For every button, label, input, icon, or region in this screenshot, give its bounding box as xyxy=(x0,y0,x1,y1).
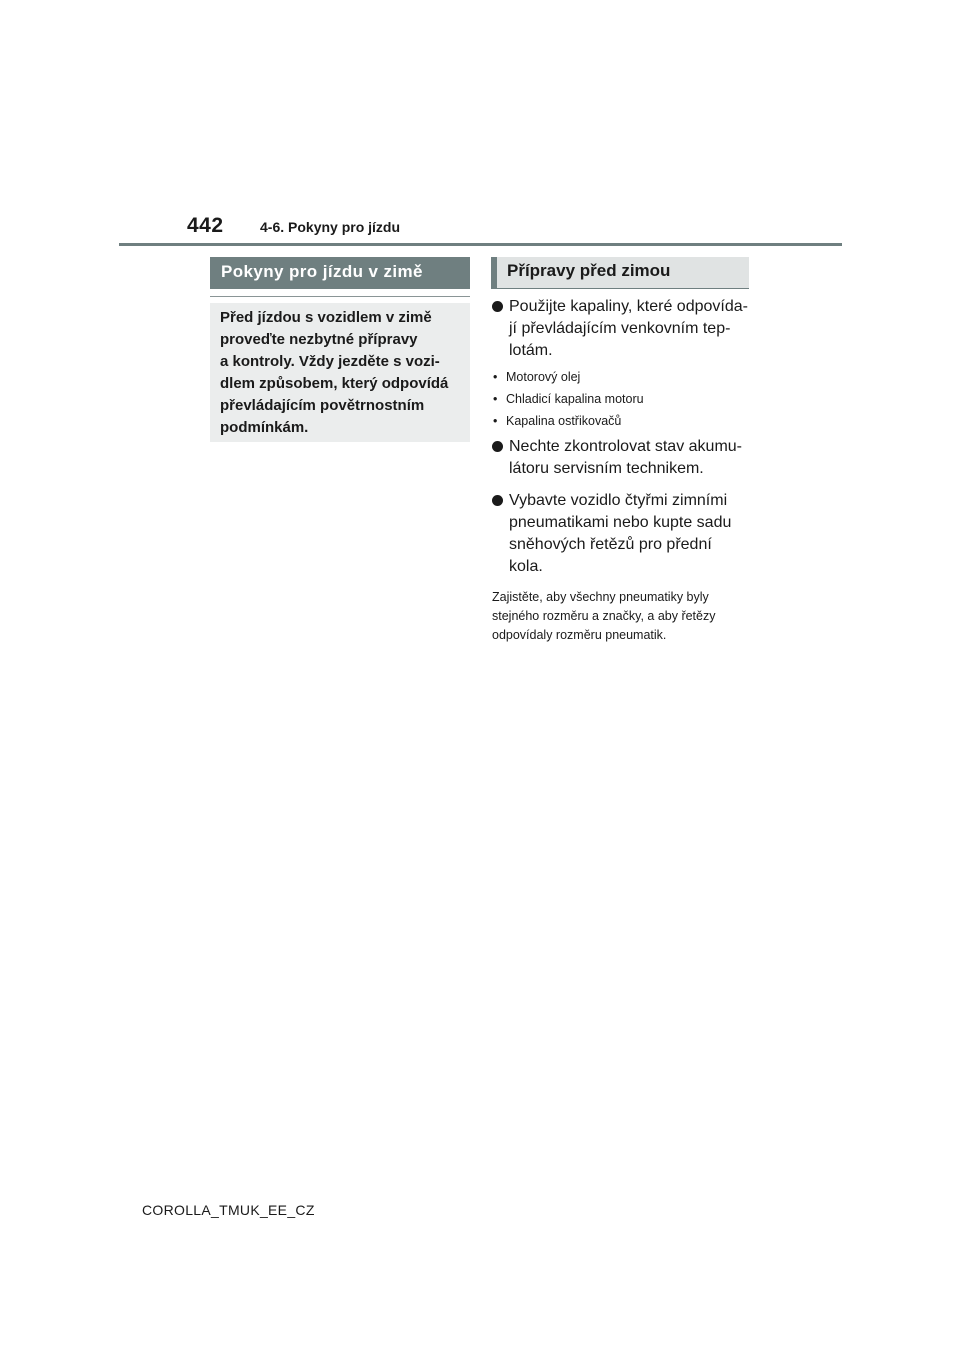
right-heading: Přípravy před zimou xyxy=(491,257,749,289)
bullet-line: Použijte kapaliny, které odpovída- xyxy=(509,298,748,315)
intro-line: Před jízdou s vozidlem v zimě xyxy=(220,309,432,326)
list-item-text: Chladicí kapalina motoru xyxy=(506,392,644,406)
footer-code: COROLLA_TMUK_EE_CZ xyxy=(142,1202,315,1218)
page-number: 442 xyxy=(187,214,224,237)
intro-line: dlem způsobem, který odpovídá xyxy=(220,375,449,392)
list-item-text: Motorový olej xyxy=(506,370,581,384)
note-line: Zajistěte, aby všechny pneumatiky byly xyxy=(492,590,709,604)
bullet-dot-icon xyxy=(492,495,503,506)
bullet-line: látoru servisním technikem. xyxy=(509,460,704,477)
header-rule xyxy=(119,243,842,246)
note-line: stejného rozměru a značky, a aby řetězy xyxy=(492,609,716,623)
list-item-text: Kapalina ostřikovačů xyxy=(506,414,622,428)
intro-line: proveďte nezbytné přípravy xyxy=(220,331,418,348)
small-bullet-icon: • xyxy=(493,414,498,428)
intro-line: podmínkám. xyxy=(220,419,309,436)
small-bullet-icon: • xyxy=(493,370,498,384)
bullet-line: pneumatikami nebo kupte sadu xyxy=(509,514,732,531)
list-item xyxy=(492,370,754,385)
list-item xyxy=(492,414,754,429)
list-item xyxy=(492,392,754,407)
small-bullet-icon: • xyxy=(493,392,498,406)
bullet-dot-icon xyxy=(492,301,503,312)
section-title: 4-6. Pokyny pro jízdu xyxy=(260,219,401,235)
bullet-line: jí převládajícím venkovním tep- xyxy=(509,320,731,337)
right-heading-underline xyxy=(491,288,749,289)
bullet-battery xyxy=(492,436,754,480)
bullet-dot-icon xyxy=(492,441,503,452)
note-line: odpovídaly rozměru pneumatik. xyxy=(492,628,667,642)
intro-line: a kontroly. Vždy jezděte s vozi- xyxy=(220,353,440,370)
bullet-tires xyxy=(492,490,754,578)
bullet-line: lotám. xyxy=(509,342,553,359)
bullet-line: sněhových řetězů pro přední xyxy=(509,536,712,553)
tire-note xyxy=(492,588,754,645)
intro-box xyxy=(210,303,470,442)
fluid-sublist xyxy=(492,370,754,429)
bullet-fluids xyxy=(492,296,754,362)
bullet-line: Vybavte vozidlo čtyřmi zimními xyxy=(509,492,728,509)
bullet-line: Nechte zkontrolovat stav akumu- xyxy=(509,438,742,455)
intro-line: převládajícím povětrnostním xyxy=(220,397,425,414)
left-heading: Pokyny pro jízdu v zimě xyxy=(210,257,470,289)
right-body xyxy=(492,296,754,645)
bullet-line: kola. xyxy=(509,558,543,575)
left-heading-underline xyxy=(210,296,470,297)
